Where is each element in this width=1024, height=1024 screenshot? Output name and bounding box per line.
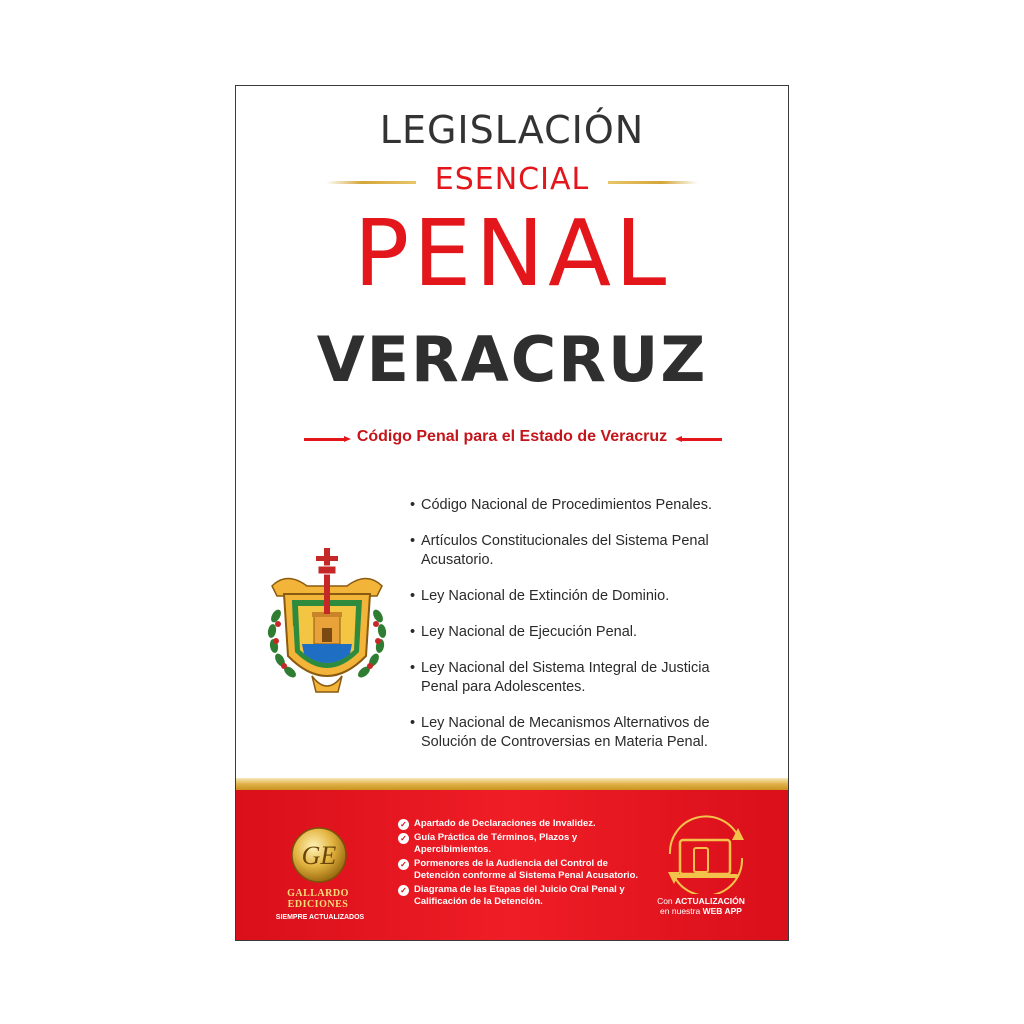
feature-list xyxy=(398,818,643,910)
check-circle-icon: ✓ xyxy=(398,885,409,896)
esencial-row xyxy=(236,162,788,202)
veracruz-coat-of-arms-icon xyxy=(262,546,392,706)
list-item: • Código Nacional de Procedimientos Penales. xyxy=(410,496,750,515)
subtitle-row xyxy=(236,426,788,452)
feature-item xyxy=(398,858,643,882)
title-veracruz: VERACRUZ xyxy=(316,323,708,396)
subtitle: Código Penal para el Estado de Veracruz xyxy=(356,428,668,445)
publisher-logo-letters: GE xyxy=(301,841,337,870)
app-text-prefix: Con xyxy=(657,896,676,906)
app-text-bold: ACTUALIZACIÓN xyxy=(675,896,745,906)
title-legislacion: LEGISLACIÓN xyxy=(379,108,645,152)
title-penal: PENAL xyxy=(353,200,671,307)
feature-text: Guía Práctica de Términos, Plazos y Apercibimientos. xyxy=(414,832,578,855)
app-text-line2-bold: WEB APP xyxy=(702,906,742,916)
publisher-name-line2: EDICIONES xyxy=(287,899,349,910)
feature-item xyxy=(398,832,643,856)
list-item: • Ley Nacional de Extinción de Dominio. xyxy=(410,587,750,606)
feature-text: Diagrama de las Etapas del Juicio Oral Penal y Calificación de la Detención. xyxy=(414,884,625,907)
book-cover xyxy=(235,85,789,941)
feature-text: Pormenores de la Audiencia del Control de Detención conforme al Sistema Penal Acusatorio. xyxy=(414,858,639,881)
list-item: • Ley Nacional del Sistema Integral de Justicia Penal para Adolescentes. xyxy=(410,659,750,697)
publisher-logo-icon xyxy=(290,826,348,884)
publisher-name xyxy=(268,888,368,910)
list-item: • Artículos Constitucionales del Sistema Penal Acusatorio. xyxy=(410,532,750,570)
feature-text: Apartado de Declaraciones de Invalidez. xyxy=(414,818,596,829)
list-item: • Ley Nacional de Ejecución Penal. xyxy=(410,623,750,642)
gold-band xyxy=(236,778,788,790)
devices-sync-icon xyxy=(650,814,760,894)
check-circle-icon: ✓ xyxy=(398,833,409,844)
check-circle-icon: ✓ xyxy=(398,819,409,830)
feature-item xyxy=(398,884,643,908)
app-text-line2-prefix: en nuestra xyxy=(660,906,703,916)
app-update-text xyxy=(636,896,766,916)
list-item: • Ley Nacional de Mecanismos Alternativos de Solución de Controversias en Materia Penal. xyxy=(410,714,750,752)
feature-item xyxy=(398,818,643,830)
publisher-name-line1: GALLARDO xyxy=(287,888,349,899)
check-circle-icon: ✓ xyxy=(398,859,409,870)
title-esencial: ESENCIAL xyxy=(434,162,590,197)
law-list xyxy=(410,496,750,769)
publisher-tagline: SIEMPRE ACTUALIZADOS xyxy=(275,914,365,921)
